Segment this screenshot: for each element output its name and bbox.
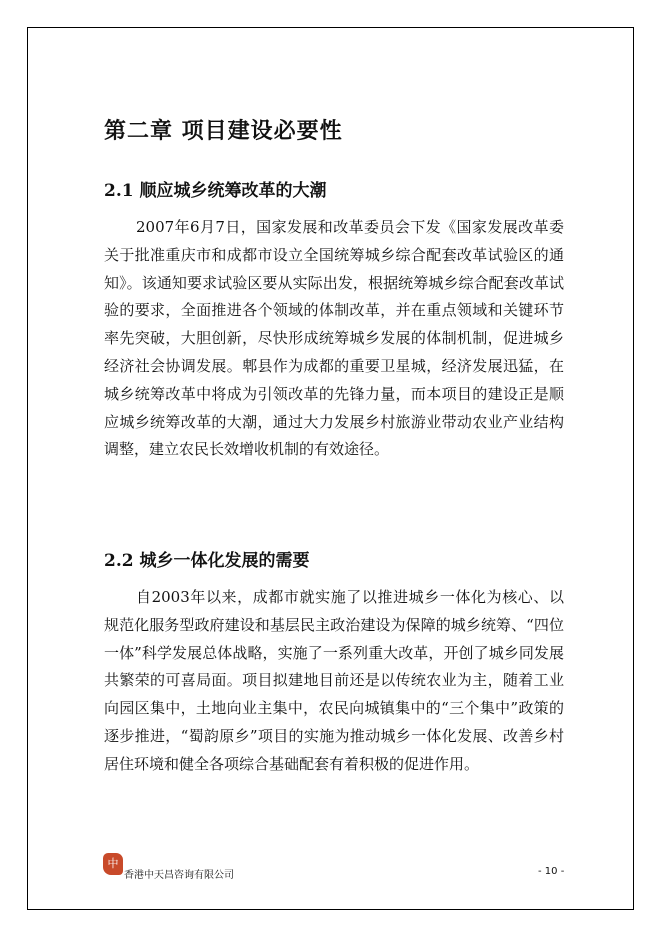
chapter-title: 第二章 项目建设必要性 (104, 118, 343, 144)
section-paragraph-2-2: 自2003年以来，成都市就实施了以推进城乡一体化为核心、以规范化服务型政府建设和基层民主政治建设为保障的城乡统筹、“四位一体”科学发展总体战略，实施了一系列重大改革，开创了城乡同发展共繁荣的可喜局面。项目拟建地目前还是以传统农业为主，随着工业向园区集中，土地向业主集中，农民向城镇集中的“三个集中”政策的逐步推进，“蜀韵原乡”项目的实施为推动城乡一体化发展、改善乡村居住环境和健全各项综合基础配套有着积极的促进作用。 (104, 588, 564, 773)
footer-company-name: 香港中天昌咨询有限公司 (124, 870, 234, 881)
company-logo-icon: 中 (103, 853, 123, 875)
section-heading-2-2: 2.2 城乡一体化发展的需要 (104, 551, 310, 571)
footer-page-number: - 10 - (538, 866, 565, 877)
section-paragraph-2-1: 2007年6月7日，国家发展和改革委员会下发《国家发展改革委关于批准重庆市和成都市设立全国统筹城乡综合配套改革试验区的通知》。该通知要求试验区要从实际出发，根据统筹城乡综合配套改革试验的要求，全面推进各个领域的体制改革，并在重点领域和关键环节率先突破，大胆创新，尽快形成统筹城乡发展的体制机制，促进城乡经济社会协调发展。郫县作为成都的重要卫星城，经济发展迅猛，在城乡统筹改革中将成为引领改革的先锋力量，而本项目的建设正是顺应城乡统筹改革的大潮，通过大力发展乡村旅游业带动农业产业结构调整，建立农民长效增收机制的有效途径。 (104, 218, 564, 459)
section-heading-2-1: 2.1 顺应城乡统筹改革的大潮 (104, 181, 327, 201)
